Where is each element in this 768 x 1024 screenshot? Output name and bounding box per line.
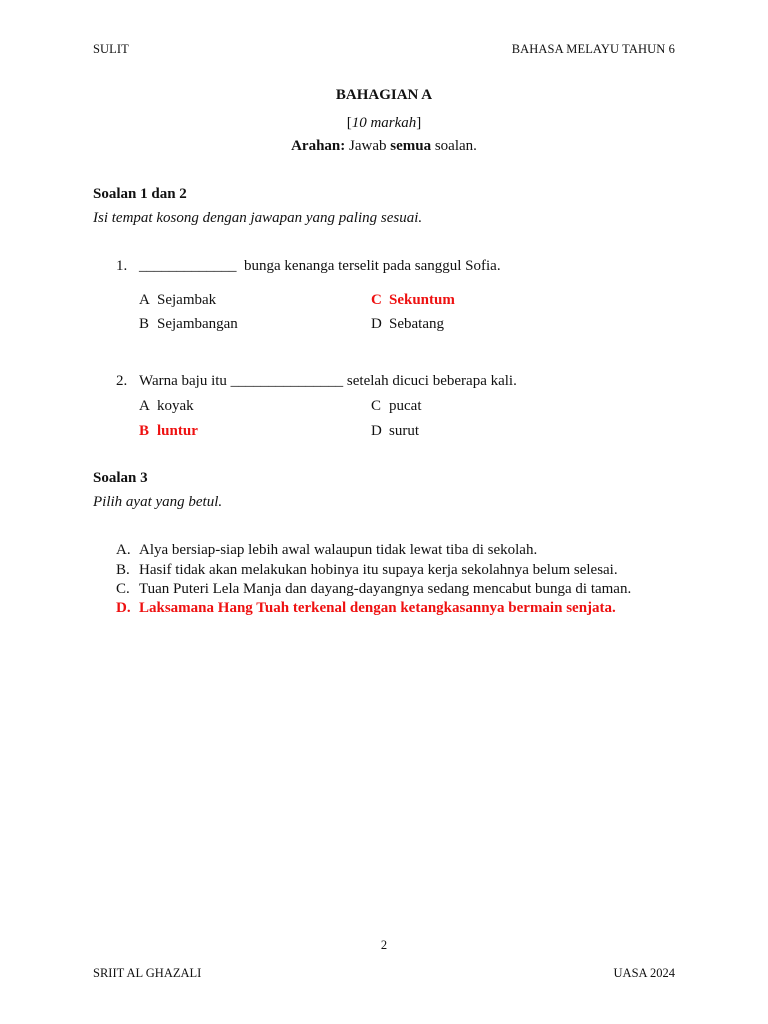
part2-instruction: Pilih ayat yang betul. [93, 494, 223, 510]
section-instruction [0, 138, 768, 155]
option-q2-c[interactable] [371, 398, 421, 415]
question-number: 2. [116, 373, 128, 389]
option-text: surut [389, 423, 419, 439]
option-letter: B. [116, 562, 130, 578]
option-letter: C [371, 398, 382, 414]
option-letter: D [371, 423, 382, 439]
option-letter: C [371, 292, 382, 308]
option-text: pucat [389, 398, 422, 414]
option-text: Sekuntum [389, 292, 455, 308]
option-text: Laksamana Hang Tuah terkenal dengan ketangkasannya bermain senjata. [139, 600, 616, 616]
option-q1-a[interactable] [139, 292, 216, 309]
part2-heading: Soalan 3 [93, 470, 148, 486]
footer-right: UASA 2024 [613, 966, 675, 980]
part1-heading: Soalan 1 dan 2 [93, 186, 187, 202]
option-text: Tuan Puteri Lela Manja dan dayang-dayangnya sedang mencabut bunga di taman. [139, 581, 632, 597]
option-letter: D [371, 316, 382, 332]
section-title: BAHAGIAN A [335, 87, 433, 103]
option-q1-b[interactable] [139, 316, 238, 333]
option-letter: D. [116, 600, 131, 616]
option-letter: B [139, 316, 150, 332]
option-letter: A. [116, 542, 131, 558]
option-letter: A [139, 292, 150, 308]
option-text: Sejambangan [157, 316, 238, 332]
header-right: BAHASA MELAYU TAHUN 6 [511, 42, 675, 56]
option-text: Hasif tidak akan melakukan hobinya itu supaya kerja sekolahnya belum selesai. [139, 562, 618, 578]
option-letter: C. [116, 581, 130, 597]
option-q2-b[interactable] [139, 423, 198, 440]
marks-text: 10 markah [351, 115, 417, 131]
option-text: Sebatang [389, 316, 444, 332]
header-left: SULIT [93, 42, 129, 56]
section-marks [0, 115, 768, 132]
option-q1-c[interactable] [371, 292, 455, 309]
option-letter: A [139, 398, 150, 414]
option-text: luntur [157, 423, 198, 439]
instruction-post: soalan. [431, 138, 477, 154]
option-letter: B [139, 423, 150, 439]
marks-close: ] [416, 115, 422, 131]
option-text: Sejambak [157, 292, 217, 308]
option-text: koyak [157, 398, 194, 414]
option-text: Alya bersiap-siap lebih awal walaupun tidak lewat tiba di sekolah. [139, 542, 538, 558]
instruction-bold: semua [390, 138, 432, 154]
question-number: 1. [116, 258, 128, 274]
page-number: 2 [380, 938, 388, 952]
footer-left: SRIIT AL GHAZALI [93, 966, 202, 980]
option-q2-a[interactable] [139, 398, 194, 415]
instruction-pre: Jawab [345, 138, 391, 154]
part1-instruction: Isi tempat kosong dengan jawapan yang paling sesuai. [93, 210, 423, 226]
option-q2-d[interactable] [371, 423, 419, 440]
question-text: Warna baju itu _______________ setelah dicuci beberapa kali. [139, 373, 517, 389]
question-text: _____________ bunga kenanga terselit pada sanggul Sofia. [139, 258, 501, 274]
marks-open: [ [346, 115, 352, 131]
instruction-label: Arahan: [291, 138, 346, 154]
option-q1-d[interactable] [371, 316, 444, 333]
